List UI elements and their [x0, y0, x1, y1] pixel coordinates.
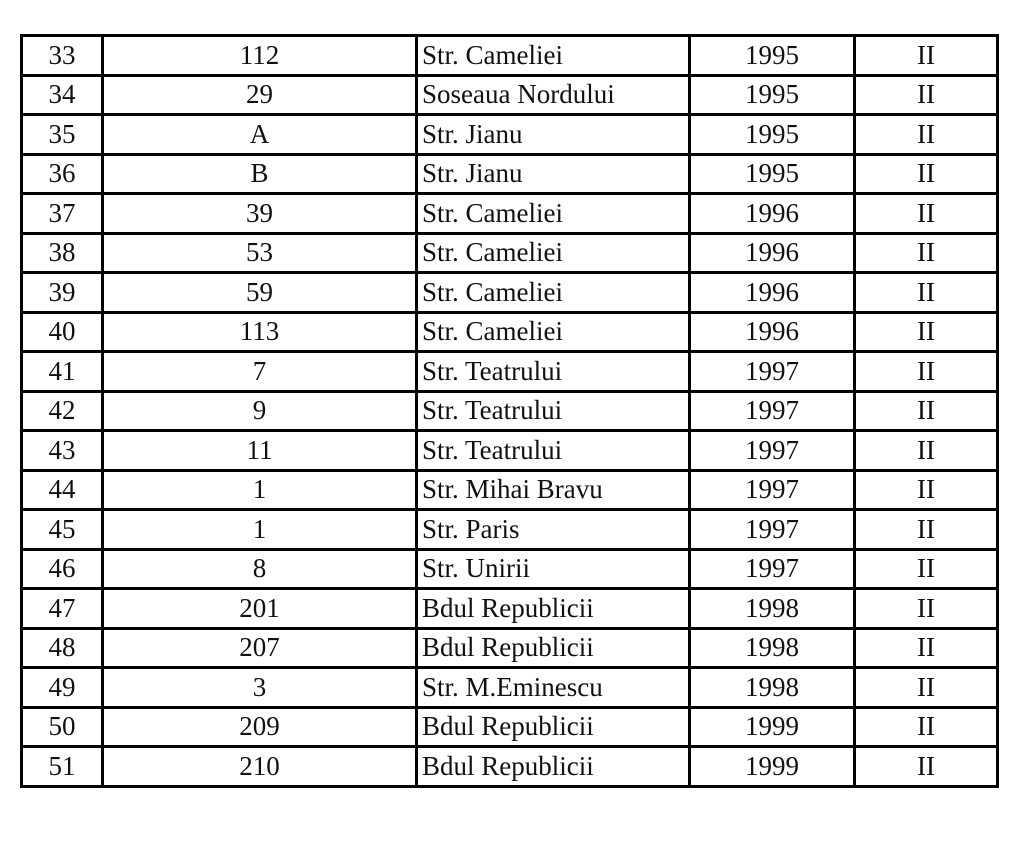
number-cell: 210	[103, 747, 417, 787]
year-cell: 1995	[690, 154, 855, 194]
table-row	[22, 194, 998, 234]
row-number-cell: 50	[22, 707, 103, 747]
year-cell: 1997	[690, 549, 855, 589]
class-cell: II	[855, 510, 998, 550]
row-number-cell: 49	[22, 668, 103, 708]
year-cell: 1997	[690, 431, 855, 471]
street-cell: Str. Cameliei	[417, 273, 690, 313]
street-cell: Str. Cameliei	[417, 233, 690, 273]
class-cell: II	[855, 668, 998, 708]
class-cell: II	[855, 233, 998, 273]
row-number-cell: 51	[22, 747, 103, 787]
street-cell: Soseaua Nordului	[417, 75, 690, 115]
number-cell: 29	[103, 75, 417, 115]
number-cell: 209	[103, 707, 417, 747]
table-row	[22, 668, 998, 708]
year-cell: 1998	[690, 668, 855, 708]
year-cell: 1997	[690, 510, 855, 550]
number-cell: 39	[103, 194, 417, 234]
table-row	[22, 312, 998, 352]
row-number-cell: 44	[22, 470, 103, 510]
year-cell: 1998	[690, 628, 855, 668]
row-number-cell: 36	[22, 154, 103, 194]
table-row	[22, 470, 998, 510]
number-cell: 8	[103, 549, 417, 589]
table-row	[22, 549, 998, 589]
row-number-cell: 46	[22, 549, 103, 589]
year-cell: 1999	[690, 707, 855, 747]
class-cell: II	[855, 312, 998, 352]
number-cell: 207	[103, 628, 417, 668]
street-cell: Str. Jianu	[417, 154, 690, 194]
document-table-container	[20, 34, 999, 788]
number-cell: 112	[103, 36, 417, 76]
row-number-cell: 40	[22, 312, 103, 352]
row-number-cell: 33	[22, 36, 103, 76]
number-cell: 1	[103, 510, 417, 550]
table-row	[22, 273, 998, 313]
row-number-cell: 48	[22, 628, 103, 668]
data-table	[20, 34, 999, 788]
row-number-cell: 45	[22, 510, 103, 550]
year-cell: 1996	[690, 194, 855, 234]
table-row	[22, 628, 998, 668]
row-number-cell: 34	[22, 75, 103, 115]
year-cell: 1997	[690, 391, 855, 431]
class-cell: II	[855, 194, 998, 234]
number-cell: 3	[103, 668, 417, 708]
class-cell: II	[855, 352, 998, 392]
class-cell: II	[855, 391, 998, 431]
table-row	[22, 391, 998, 431]
year-cell: 1995	[690, 36, 855, 76]
year-cell: 1997	[690, 352, 855, 392]
number-cell: 53	[103, 233, 417, 273]
street-cell: Str. Teatrului	[417, 431, 690, 471]
table-row	[22, 747, 998, 787]
street-cell: Str. Cameliei	[417, 36, 690, 76]
table-row	[22, 431, 998, 471]
year-cell: 1997	[690, 470, 855, 510]
number-cell: 9	[103, 391, 417, 431]
street-cell: Str. Teatrului	[417, 352, 690, 392]
year-cell: 1999	[690, 747, 855, 787]
number-cell: B	[103, 154, 417, 194]
table-row	[22, 75, 998, 115]
table-row	[22, 154, 998, 194]
street-cell: Str. Teatrului	[417, 391, 690, 431]
table-row	[22, 352, 998, 392]
table-body	[22, 36, 998, 787]
class-cell: II	[855, 431, 998, 471]
class-cell: II	[855, 115, 998, 155]
year-cell: 1995	[690, 75, 855, 115]
number-cell: 59	[103, 273, 417, 313]
class-cell: II	[855, 470, 998, 510]
number-cell: 11	[103, 431, 417, 471]
year-cell: 1996	[690, 312, 855, 352]
row-number-cell: 35	[22, 115, 103, 155]
table-row	[22, 233, 998, 273]
row-number-cell: 37	[22, 194, 103, 234]
year-cell: 1996	[690, 273, 855, 313]
number-cell: A	[103, 115, 417, 155]
street-cell: Str. M.Eminescu	[417, 668, 690, 708]
street-cell: Str. Jianu	[417, 115, 690, 155]
row-number-cell: 38	[22, 233, 103, 273]
class-cell: II	[855, 707, 998, 747]
row-number-cell: 39	[22, 273, 103, 313]
row-number-cell: 42	[22, 391, 103, 431]
table-row	[22, 36, 998, 76]
street-cell: Str. Cameliei	[417, 194, 690, 234]
row-number-cell: 47	[22, 589, 103, 629]
table-row	[22, 510, 998, 550]
class-cell: II	[855, 589, 998, 629]
street-cell: Str. Unirii	[417, 549, 690, 589]
class-cell: II	[855, 154, 998, 194]
class-cell: II	[855, 628, 998, 668]
year-cell: 1998	[690, 589, 855, 629]
street-cell: Bdul Republicii	[417, 707, 690, 747]
street-cell: Bdul Republicii	[417, 589, 690, 629]
street-cell: Str. Mihai Bravu	[417, 470, 690, 510]
number-cell: 201	[103, 589, 417, 629]
year-cell: 1995	[690, 115, 855, 155]
number-cell: 1	[103, 470, 417, 510]
class-cell: II	[855, 747, 998, 787]
class-cell: II	[855, 549, 998, 589]
class-cell: II	[855, 273, 998, 313]
street-cell: Bdul Republicii	[417, 628, 690, 668]
table-row	[22, 115, 998, 155]
row-number-cell: 43	[22, 431, 103, 471]
number-cell: 7	[103, 352, 417, 392]
class-cell: II	[855, 75, 998, 115]
number-cell: 113	[103, 312, 417, 352]
table-row	[22, 589, 998, 629]
street-cell: Bdul Republicii	[417, 747, 690, 787]
class-cell: II	[855, 36, 998, 76]
street-cell: Str. Paris	[417, 510, 690, 550]
street-cell: Str. Cameliei	[417, 312, 690, 352]
year-cell: 1996	[690, 233, 855, 273]
table-row	[22, 707, 998, 747]
row-number-cell: 41	[22, 352, 103, 392]
